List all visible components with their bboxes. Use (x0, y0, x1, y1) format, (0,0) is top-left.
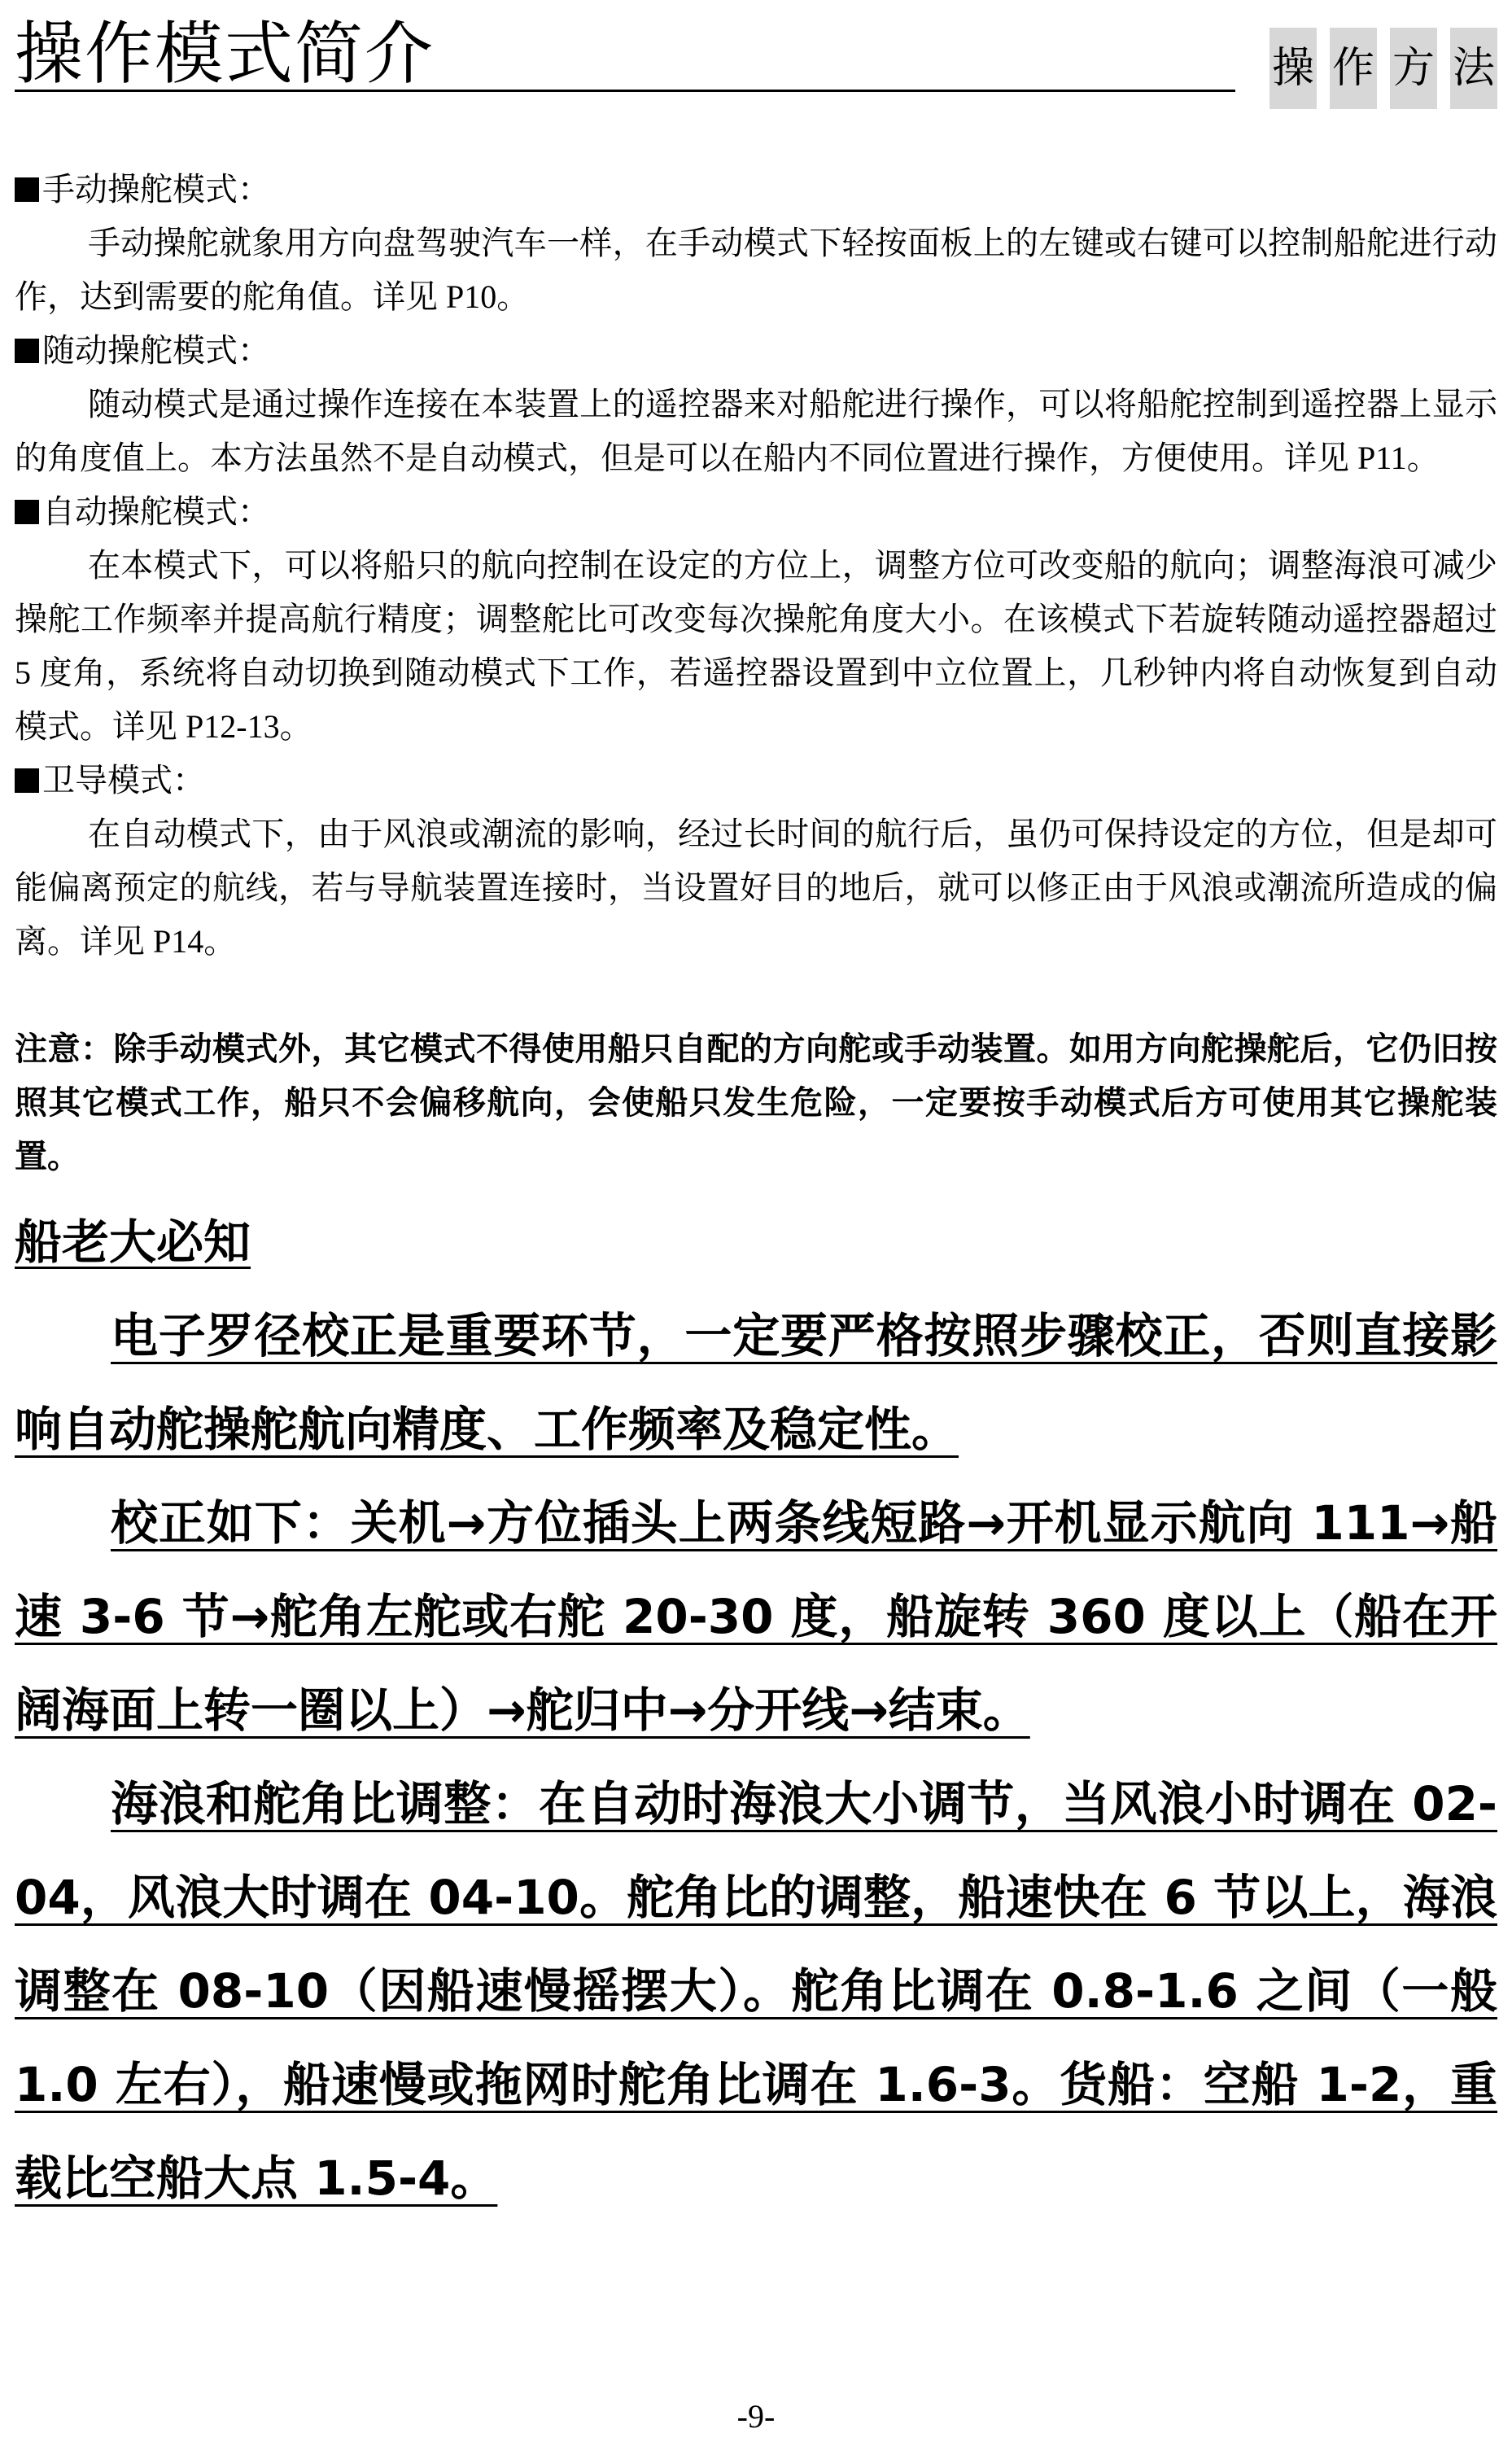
square-bullet-icon (15, 177, 39, 202)
page-header (15, 13, 1497, 94)
compass-calibration-note: 电子罗径校正是重要环节，一定要严格按照步骤校正，否则直接影响自动舵操舵航向精度、工作频率及稳定性。 (15, 1308, 1497, 1457)
mode-heading-text: 自动操舵模式： (42, 493, 270, 530)
mode-follow-up (15, 324, 1497, 485)
mode-heading-text: 手动操舵模式： (42, 171, 270, 208)
section-tab-char: 法 (1450, 28, 1497, 109)
must-know-section (15, 1206, 1497, 2225)
mode-description: 手动操舵就象用方向盘驾驶汽车一样，在手动模式下轻按面板上的左键或右键可以控制船舵进行动作，达到需要的舵角值。详见 P10。 (15, 225, 1497, 315)
section-tab-char: 操 (1269, 28, 1317, 109)
document-body (15, 163, 1497, 2225)
safety-notice: 注意：除手动模式外，其它模式不得使用船只自配的方向舵或手动装置。如用方向舵操舵后，它仍旧按照其它模式工作，船只不会偏移航向，会使船只发生危险，一定要按手动模式后方可使用其它操舵装置。 (15, 1030, 1497, 1175)
square-bullet-icon (15, 500, 39, 524)
mode-description: 在本模式下，可以将船只的航向控制在设定的方位上，调整方位可改变船的航向；调整海浪可减少操舵工作频率并提高航行精度；调整舵比可改变每次操舵角度大小。在该模式下若旋转随动遥控器超过 5 度角，系统将自动切换到随动模式下工作，若遥控器设置到中立位置上，几秒钟内将自动恢复到自动模式。详见 P12-13。 (15, 547, 1497, 745)
mode-description: 在自动模式下，由于风浪或潮流的影响，经过长时间的航行后，虽仍可保持设定的方位，但是却可能偏离预定的航线，若与导航装置连接时，当设置好目的地后，就可以修正由于风浪或潮流所造成的偏离。详见 P14。 (15, 816, 1497, 960)
mode-auto (15, 485, 1497, 754)
must-know-heading: 船老大必知 (15, 1214, 251, 1270)
mode-heading (15, 163, 1497, 217)
wave-rudder-ratio-adjustment: 海浪和舵角比调整：在自动时海浪大小调节，当风浪小时调在 02-04，风浪大时调在 04-10。舵角比的调整，船速快在 6 节以上，海浪调整在 08-10（因船速慢摇摆大）。舵角比调在 0.8-1.6 之间（一般 1.0 左右），船速慢或拖网时舵角比调在 1.6-3。货船：空船 1-2，重载比空船大点 1.5-4。 (15, 1776, 1497, 2206)
mode-heading (15, 485, 1497, 539)
section-tab (1269, 28, 1497, 109)
section-tab-char: 方 (1390, 28, 1437, 109)
page-number: -9- (736, 2398, 776, 2435)
mode-heading (15, 324, 1497, 378)
section-tab-char: 作 (1330, 28, 1377, 109)
header-rule (15, 90, 1235, 92)
square-bullet-icon (15, 768, 39, 793)
mode-heading-text: 卫导模式： (42, 762, 205, 799)
mode-heading-text: 随动操舵模式： (42, 332, 270, 369)
mode-navigation (15, 754, 1497, 969)
mode-description: 随动模式是通过操作连接在本装置上的遥控器来对船舵进行操作，可以将船舵控制到遥控器上显示的角度值上。本方法虽然不是自动模式，但是可以在船内不同位置进行操作，方便使用。详见 P11。 (15, 386, 1497, 476)
mode-manual (15, 163, 1497, 324)
square-bullet-icon (15, 339, 39, 363)
calibration-steps: 校正如下：关机→方位插头上两条线短路→开机显示航向 111→船速 3-6 节→舵角左舵或右舵 20-30 度，船旋转 360 度以上（船在开阔海面上转一圈以上）→舵归中→分开线→结束。 (15, 1495, 1497, 1738)
page-title: 操作模式简介 (15, 14, 435, 94)
mode-heading (15, 754, 1497, 807)
